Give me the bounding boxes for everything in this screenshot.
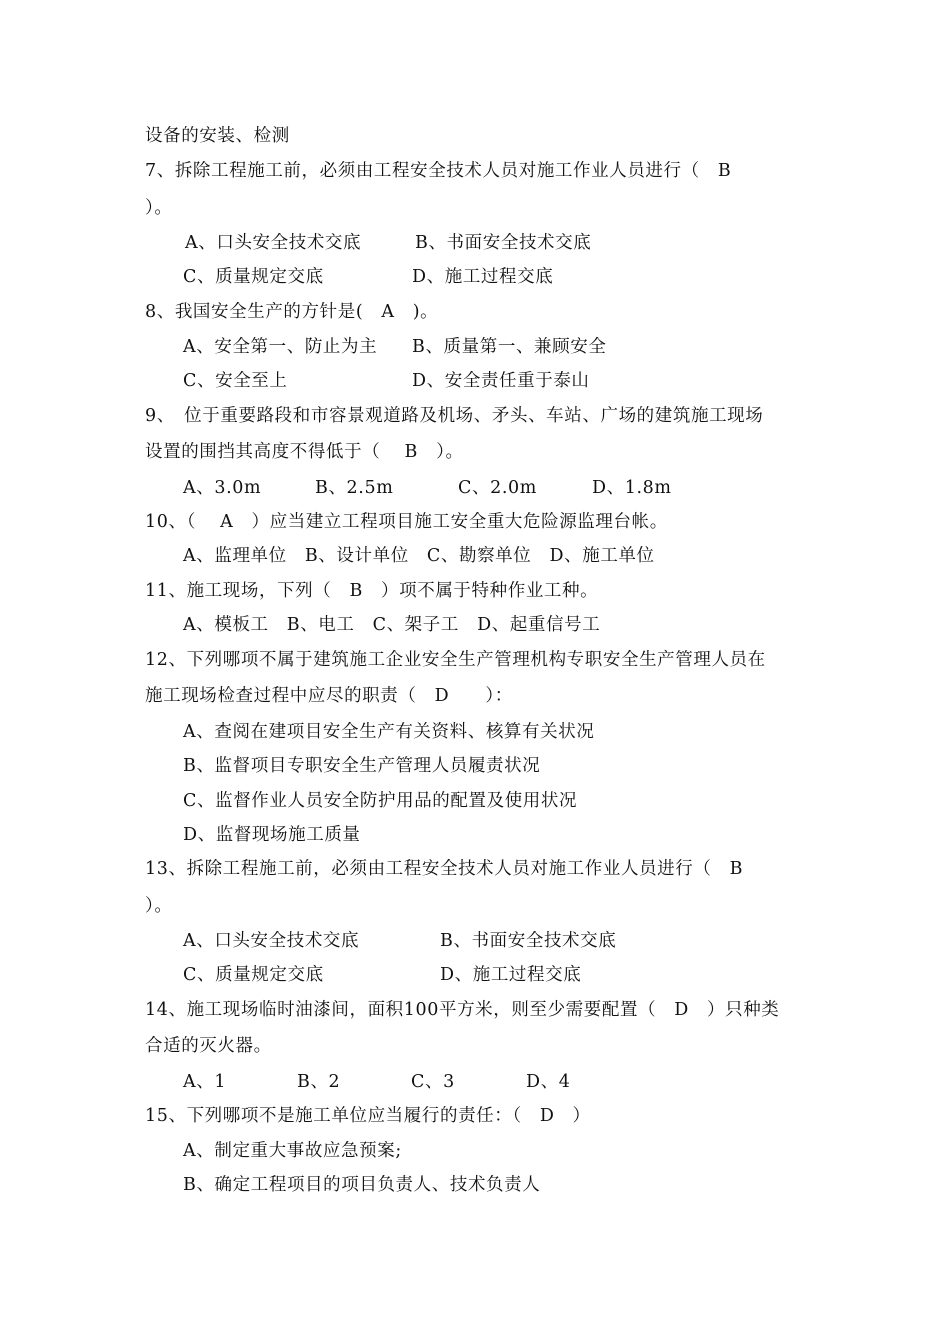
option: C、质量规定交底 — [183, 267, 324, 287]
option: B、确定工程项目的项目负责人、技术负责人 — [183, 1175, 541, 1195]
option: A、查阅在建项目安全生产有关资料、核算有关状况 — [183, 722, 595, 742]
text-line: 合适的灭火器。 — [145, 1036, 272, 1056]
question-11: 11、施工现场，下列（ B ）项不属于特种作业工种。 — [145, 581, 599, 601]
option: D、施工过程交底 — [412, 267, 554, 287]
option: D、监督现场施工质量 — [183, 825, 361, 845]
option: B、书面安全技术交底 — [440, 931, 617, 951]
question-15: 15、下列哪项不是施工单位应当履行的责任：（ D ） — [145, 1106, 591, 1126]
option: C、安全至上 — [183, 371, 288, 391]
option: A、3.0m — [183, 478, 262, 498]
option: A、监理单位 B、设计单位 C、勘察单位 D、施工单位 — [183, 546, 655, 566]
question-10: 10、（ A ）应当建立工程项目施工安全重大危险源监理台帐。 — [145, 512, 668, 532]
option: A、口头安全技术交底 — [185, 233, 362, 253]
question-9: 9、 位于重要路段和市容景观道路及机场、矛头、车站、广场的建筑施工现场 — [145, 406, 764, 426]
option: D、1.8m — [592, 478, 672, 498]
question-8: 8、我国安全生产的方针是( A )。 — [145, 302, 439, 322]
question-13: 13、拆除工程施工前，必须由工程安全技术人员对施工作业人员进行（ B — [145, 859, 744, 879]
option: C、监督作业人员安全防护用品的配置及使用状况 — [183, 791, 578, 811]
option: C、质量规定交底 — [183, 965, 324, 985]
question-12: 12、下列哪项不属于建筑施工企业安全生产管理机构专职安全生产管理人员在 — [145, 650, 766, 670]
option: B、2 — [297, 1072, 341, 1092]
option: B、监督项目专职安全生产管理人员履责状况 — [183, 756, 541, 776]
text-line: ）。 — [145, 198, 173, 218]
option: C、3 — [411, 1072, 455, 1092]
option: D、4 — [526, 1072, 571, 1092]
option: B、质量第一、兼顾安全 — [412, 337, 607, 357]
question-14: 14、施工现场临时油漆间，面积100平方米，则至少需要配置（ D ）只种类 — [145, 1000, 780, 1020]
text-line: ）。 — [145, 896, 173, 916]
text-line: 施工现场检查过程中应尽的职责（ D ）： — [145, 686, 513, 706]
option: A、模板工 B、电工 C、架子工 D、起重信号工 — [183, 615, 601, 635]
option: D、安全责任重于泰山 — [412, 371, 590, 391]
option: A、制定重大事故应急预案; — [183, 1141, 402, 1161]
option: A、安全第一、防止为主 — [183, 337, 378, 357]
option: A、1 — [183, 1072, 227, 1092]
text-line: 设置的围挡其高度不得低于（ B ）。 — [145, 442, 464, 462]
question-7: 7、拆除工程施工前，必须由工程安全技术人员对施工作业人员进行（ B — [145, 161, 732, 181]
option: A、口头安全技术交底 — [183, 931, 360, 951]
option: C、2.0m — [458, 478, 537, 498]
option: B、书面安全技术交底 — [415, 233, 592, 253]
text-line: 设备的安装、检测 — [145, 126, 290, 146]
option: B、2.5m — [315, 478, 394, 498]
option: D、施工过程交底 — [440, 965, 582, 985]
